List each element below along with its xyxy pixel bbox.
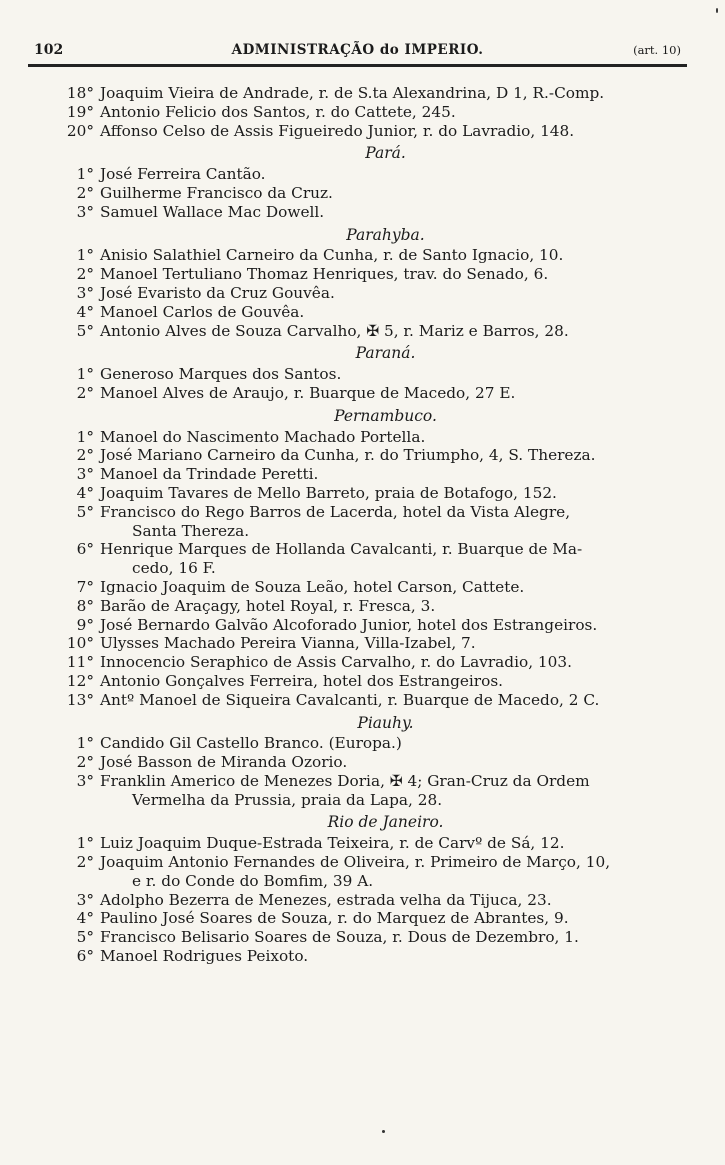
list-item bbox=[24, 653, 687, 672]
entry-text: Joaquim Vieira de Andrade, r. de S.ta Alexandrina, D 1, R.-Comp. bbox=[100, 84, 605, 102]
ordinal-number: 2° bbox=[76, 183, 94, 202]
ordinal-number: 5° bbox=[76, 502, 94, 521]
entry-text: José Mariano Carneiro da Cunha, r. do Triumpho, 4, S. Thereza. bbox=[100, 446, 596, 465]
list-item bbox=[24, 122, 687, 141]
ordinal-number: 6° bbox=[76, 540, 94, 559]
list-item bbox=[24, 84, 687, 103]
ordinal-number: 2° bbox=[76, 446, 94, 465]
list-item bbox=[24, 772, 687, 791]
list-item bbox=[24, 947, 687, 966]
ordinal-number: 20° bbox=[66, 121, 94, 140]
ordinal-number: 7° bbox=[76, 577, 94, 596]
entry-text: Antonio Felicio dos Santos, r. do Cattete, 245. bbox=[100, 102, 456, 121]
list-item bbox=[24, 103, 687, 122]
ordinal-number: 2° bbox=[76, 753, 94, 772]
entry-continuation: Vermelha da Prussia, praia da Lapa, 28. bbox=[132, 790, 443, 809]
entry-text: Manoel Alves de Araujo, r. Buarque de Macedo, 27 E. bbox=[100, 383, 516, 402]
entry-continuation: Santa Thereza. bbox=[132, 521, 250, 540]
list-item bbox=[24, 484, 687, 503]
entry-text: Joaquim Antonio Fernandes de Oliveira, r. Primeiro de Março, 10, bbox=[100, 853, 611, 872]
entry-text: Henrique Marques de Hollanda Cavalcanti, r. Buarque de Ma- bbox=[100, 540, 583, 559]
entry-text: Francisco Belisario Soares de Souza, r. Dous de Dezembro, 1. bbox=[100, 928, 579, 947]
entry-text: Manoel da Trindade Peretti. bbox=[100, 465, 319, 484]
list-item bbox=[24, 597, 687, 616]
list-item bbox=[24, 909, 687, 928]
entry-text: José Evaristo da Cruz Gouvêa. bbox=[100, 283, 335, 302]
list-item bbox=[24, 891, 687, 910]
entry-text: Antº Manoel de Siqueira Cavalcanti, r. Buarque de Macedo, 2 C. bbox=[100, 690, 600, 709]
entry-text: Generoso Marques dos Santos. bbox=[100, 365, 342, 384]
entry-text: Guilherme Francisco da Cruz. bbox=[100, 183, 333, 202]
entry-text: José Ferreira Cantão. bbox=[100, 165, 266, 184]
ordinal-number: 3° bbox=[76, 465, 94, 484]
entry-text: Manoel Rodrigues Peixoto. bbox=[100, 947, 309, 966]
list-item bbox=[24, 303, 687, 322]
entry-continuation: e r. do Conde do Bomfim, 39 A. bbox=[132, 871, 374, 890]
entry-text: Francisco do Rego Barros de Lacerda, hotel da Vista Alegre, bbox=[100, 502, 571, 521]
list-item bbox=[24, 184, 687, 203]
entry-text: Manoel Tertuliano Thomaz Henriques, trav. do Senado, 6. bbox=[100, 265, 549, 284]
ordinal-number: 1° bbox=[76, 834, 94, 853]
entry-continuation: cedo, 16 F. bbox=[132, 559, 216, 578]
list-item bbox=[24, 165, 687, 184]
ordinal-number: 13° bbox=[66, 690, 94, 709]
entry-text: Anisio Salathiel Carneiro da Cunha, r. de Santo Ignacio, 10. bbox=[100, 246, 564, 265]
list-item bbox=[24, 503, 687, 522]
list-item bbox=[24, 616, 687, 635]
ordinal-number: 1° bbox=[76, 365, 94, 384]
list-item bbox=[24, 753, 687, 772]
entry-text: Franklin Americo de Menezes Doria, ✠ 4; Gran-Cruz da Ordem bbox=[100, 771, 590, 790]
entry-text: Innocencio Seraphico de Assis Carvalho, r. do Lavradio, 103. bbox=[100, 653, 572, 672]
list-item bbox=[24, 672, 687, 691]
running-title: ADMINISTRAÇÃO do IMPERIO. bbox=[231, 42, 484, 58]
list-item bbox=[24, 384, 687, 403]
ordinal-number: 3° bbox=[76, 771, 94, 790]
list-item bbox=[24, 203, 687, 222]
ordinal-number: 5° bbox=[76, 321, 94, 340]
ordinal-number: 8° bbox=[76, 596, 94, 615]
entry-text: Antonio Alves de Souza Carvalho, ✠ 5, r. Mariz e Barros, 28. bbox=[100, 321, 569, 340]
ordinal-number: 2° bbox=[76, 383, 94, 402]
entry-text: Affonso Celso de Assis Figueiredo Junior, r. do Lavradio, 148. bbox=[100, 121, 575, 140]
province-heading: Parahyba. bbox=[346, 225, 425, 244]
ordinal-number: 10° bbox=[66, 634, 94, 653]
ordinal-number: 1° bbox=[76, 246, 94, 265]
deputies-list bbox=[24, 84, 687, 966]
entry-text: Ulysses Machado Pereira Vianna, Villa-Izabel, 7. bbox=[100, 634, 476, 653]
ordinal-number: 11° bbox=[66, 653, 94, 672]
province-heading: Rio de Janeiro. bbox=[327, 813, 444, 832]
entry-text: José Basson de Miranda Ozorio. bbox=[100, 753, 348, 772]
list-item bbox=[24, 428, 687, 447]
list-item bbox=[24, 365, 687, 384]
list-item bbox=[24, 265, 687, 284]
ordinal-number: 2° bbox=[76, 853, 94, 872]
ordinal-number: 2° bbox=[76, 265, 94, 284]
article-reference: (art. 10) bbox=[633, 43, 681, 57]
entry-text: Manoel Carlos de Gouvêa. bbox=[100, 302, 305, 321]
entry-text: Adolpho Bezerra de Menezes, estrada velha da Tijuca, 23. bbox=[100, 890, 552, 909]
list-item bbox=[24, 578, 687, 597]
entry-text: Antonio Gonçalves Ferreira, hotel dos Estrangeiros. bbox=[100, 671, 504, 690]
list-item bbox=[24, 928, 687, 947]
ordinal-number: 6° bbox=[76, 947, 94, 966]
province-heading: Pará. bbox=[365, 144, 406, 163]
province-heading: Paraná. bbox=[355, 344, 416, 363]
list-item bbox=[24, 691, 687, 710]
ordinal-number: 9° bbox=[76, 615, 94, 634]
list-item bbox=[24, 284, 687, 303]
ordinal-number: 1° bbox=[76, 734, 94, 753]
entry-text: Ignacio Joaquim de Souza Leão, hotel Carson, Cattete. bbox=[100, 577, 525, 596]
list-item bbox=[24, 853, 687, 872]
page-header bbox=[28, 40, 687, 67]
province-heading: Pernambuco. bbox=[334, 406, 437, 425]
entry-text: José Bernardo Galvão Alcoforado Junior, hotel dos Estrangeiros. bbox=[100, 615, 598, 634]
entry-text: Candido Gil Castello Branco. (Europa.) bbox=[100, 734, 402, 753]
ordinal-number: 5° bbox=[76, 928, 94, 947]
ordinal-number: 12° bbox=[66, 671, 94, 690]
list-item bbox=[24, 734, 687, 753]
list-item bbox=[24, 834, 687, 853]
entry-text: Luiz Joaquim Duque-Estrada Teixeira, r. de Carvº de Sá, 12. bbox=[100, 834, 565, 853]
ordinal-number: 4° bbox=[76, 909, 94, 928]
ordinal-number: 3° bbox=[76, 890, 94, 909]
ordinal-number: 1° bbox=[76, 427, 94, 446]
entry-text: Paulino José Soares de Souza, r. do Marquez de Abrantes, 9. bbox=[100, 909, 569, 928]
page-number: 102 bbox=[34, 42, 64, 58]
ordinal-number: 19° bbox=[66, 102, 94, 121]
ordinal-number: 1° bbox=[76, 165, 94, 184]
entry-text: Manoel do Nascimento Machado Portella. bbox=[100, 427, 426, 446]
entry-text: Joaquim Tavares de Mello Barreto, praia de Botafogo, 152. bbox=[100, 483, 557, 502]
ordinal-number: 3° bbox=[76, 202, 94, 221]
list-item bbox=[24, 446, 687, 465]
ink-dot bbox=[382, 1130, 385, 1133]
entry-text: Samuel Wallace Mac Dowell. bbox=[100, 202, 325, 221]
list-item bbox=[24, 465, 687, 484]
province-heading: Piauhy. bbox=[357, 713, 414, 732]
entry-text: Barão de Araçagy, hotel Royal, r. Fresca, 3. bbox=[100, 596, 436, 615]
ordinal-number: 4° bbox=[76, 483, 94, 502]
list-item bbox=[24, 634, 687, 653]
list-item bbox=[24, 246, 687, 265]
ordinal-number: 3° bbox=[76, 283, 94, 302]
list-item bbox=[24, 540, 687, 559]
ordinal-number: 18° bbox=[66, 84, 94, 102]
ordinal-number: 4° bbox=[76, 302, 94, 321]
list-item bbox=[24, 322, 687, 341]
ink-mark bbox=[716, 8, 718, 13]
